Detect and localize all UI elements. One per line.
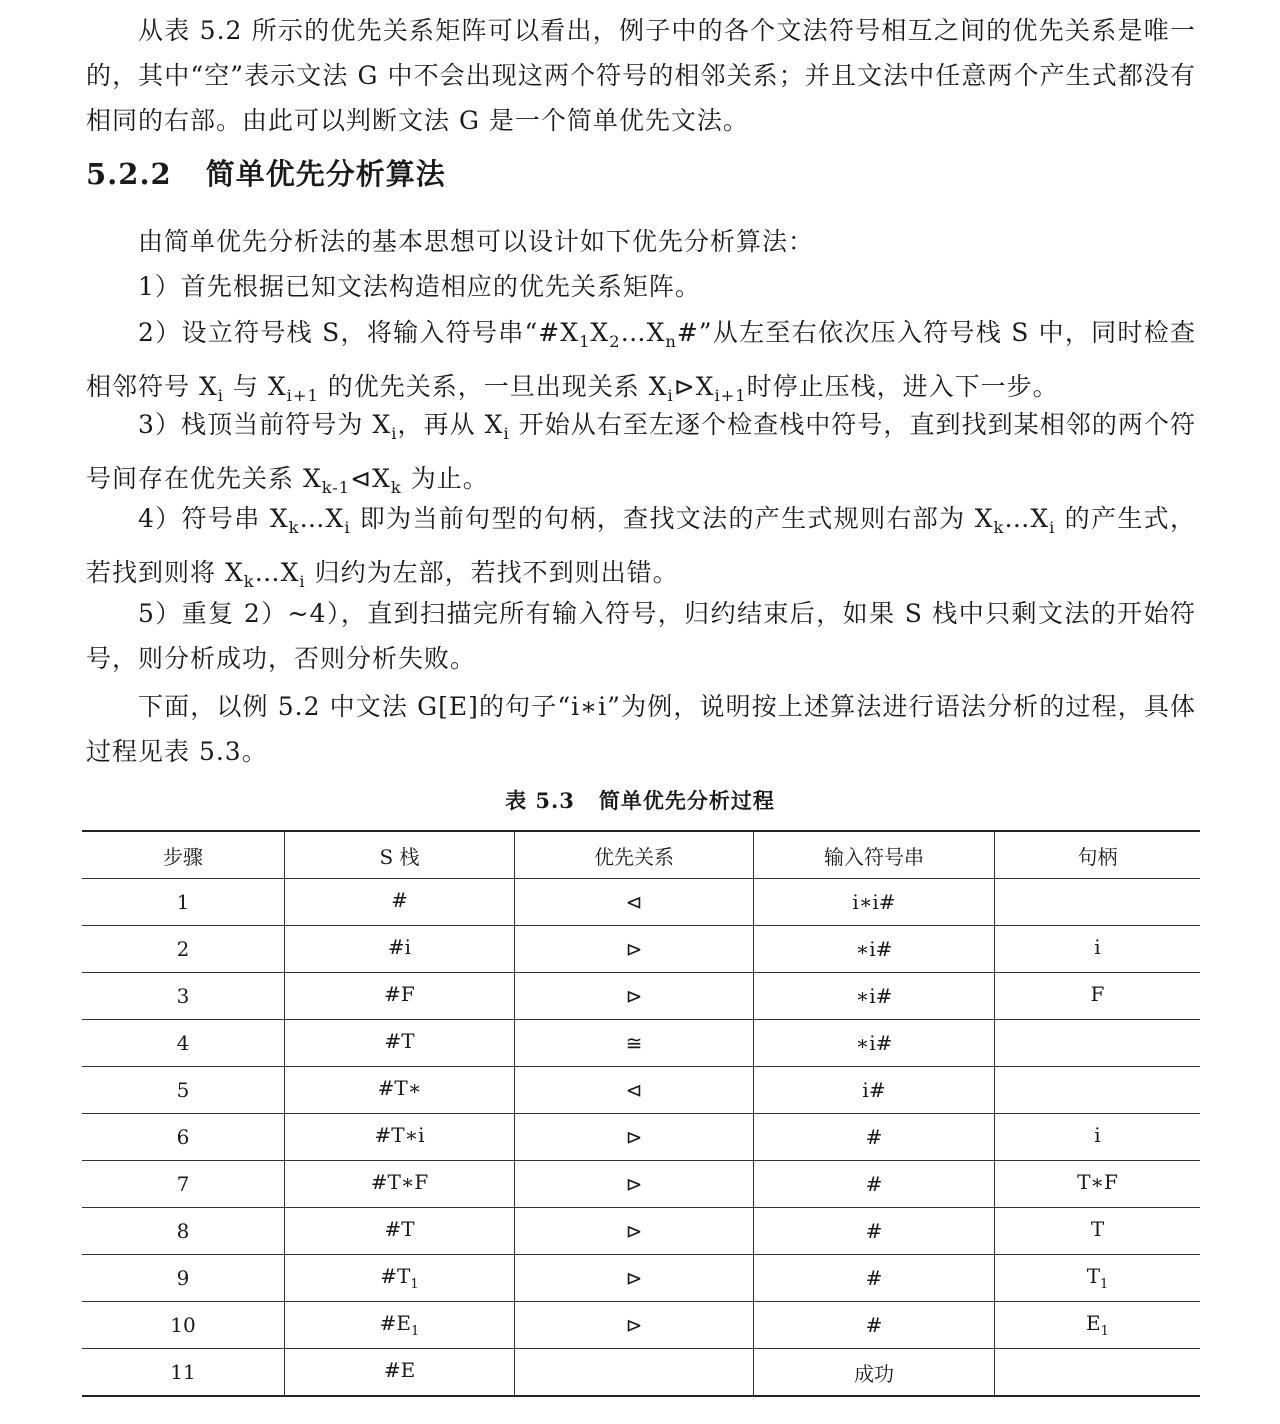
table-row: [82, 1020, 1200, 1067]
cell-step: 3: [82, 973, 285, 1020]
cell-relation: ⊳: [515, 1208, 754, 1255]
cell-input: #: [754, 1302, 995, 1349]
cell-handle: [995, 1067, 1201, 1114]
cell-handle: T: [995, 1208, 1201, 1255]
cell-relation: ⊳: [515, 1161, 754, 1208]
cell-input: #: [754, 1114, 995, 1161]
intro-line-1: 从表 5.2 所示的优先关系矩阵可以看出，例子中的各个文法符号相互之间的优先关系是: [138, 16, 1144, 45]
cell-handle: $T_1$: [995, 1255, 1201, 1302]
header-relation: 优先关系: [515, 831, 754, 879]
cell-input: ∗i#: [754, 1020, 995, 1067]
cell-relation: ⊲: [515, 1067, 754, 1114]
cell-relation: ⊲: [515, 879, 754, 926]
table-row: [82, 1208, 1200, 1255]
cell-step: 7: [82, 1161, 285, 1208]
header-input: 输入符号串: [754, 831, 995, 879]
cell-stack: #T∗: [285, 1067, 515, 1114]
cell-handle: [995, 879, 1201, 926]
cell-relation: [515, 1349, 754, 1397]
cell-step: 8: [82, 1208, 285, 1255]
table-caption-number: 表 5.3: [505, 788, 575, 813]
algorithm-step-3: 3）栈顶当前符号为 $X_i$，再从 $X_i$ 开始从右至左逐个检查栈中符号，直到找到某相邻的两个符号间存在优先关系 $X_{k-1}⊲X_k$ 为止。: [86, 410, 1197, 497]
cell-handle: i: [995, 926, 1201, 973]
cell-step: 4: [82, 1020, 285, 1067]
cell-handle: T∗F: [995, 1161, 1201, 1208]
cell-step: 6: [82, 1114, 285, 1161]
table-row: [82, 879, 1200, 926]
cell-stack: #F: [285, 973, 515, 1020]
cell-input: #: [754, 1255, 995, 1302]
cell-step: 5: [82, 1067, 285, 1114]
cell-input: i#: [754, 1067, 995, 1114]
cell-handle: $E_1$: [995, 1302, 1201, 1349]
cell-handle: [995, 1020, 1201, 1067]
cell-step: 10: [82, 1302, 285, 1349]
table-header-row: [82, 831, 1200, 879]
cell-step: 2: [82, 926, 285, 973]
cell-relation: ⊳: [515, 1302, 754, 1349]
algorithm-step-4: 4）符号串 $X_k\dots X_i$ 即为当前句型的句柄，查找文法的产生式规则右部为 $X_k\dots X_i$ 的产生式，若找到则将 $X_k\dots X_i$ 归约为左部，若找不到则出错。: [86, 504, 1196, 591]
cell-step: 11: [82, 1349, 285, 1397]
cell-stack: #: [285, 879, 515, 926]
algorithm-step-2: 2）设立符号栈 S，将输入符号串“$\#X_1X_2\dots X_n\#$”从左至右依次压入符号栈 S 中，同时检查相邻符号 $X_i$ 与 $X_{i+1}$ 的优先关系，一旦出现关系 $X_i⊳X_{i+1}$时停止压栈，进入下一步。: [86, 318, 1196, 405]
header-step: 步骤: [82, 831, 285, 879]
table-row: [82, 926, 1200, 973]
cell-handle: F: [995, 973, 1201, 1020]
cell-stack: $\#E_1$: [285, 1302, 515, 1349]
cell-input: ∗i#: [754, 926, 995, 973]
header-handle: 句柄: [995, 831, 1201, 879]
cell-handle: i: [995, 1114, 1201, 1161]
cell-handle: [995, 1349, 1201, 1397]
analysis-process-table: [82, 830, 1200, 1397]
cell-relation: ⊳: [515, 973, 754, 1020]
table-caption-title: 简单优先分析过程: [598, 788, 775, 813]
cell-input: #: [754, 1161, 995, 1208]
intro-paragraph: [86, 8, 1196, 143]
table-row: [82, 973, 1200, 1020]
algorithm-lead: 由简单优先分析法的基本思想可以设计如下优先分析算法：: [138, 227, 815, 256]
section-number: 5.2.2: [86, 157, 172, 191]
cell-stack: #T∗i: [285, 1114, 515, 1161]
algorithm-step-1: 1）首先根据已知文法构造相应的优先关系矩阵。: [138, 272, 701, 301]
section-heading: [86, 152, 446, 193]
cell-stack: #T: [285, 1020, 515, 1067]
cell-stack: #T: [285, 1208, 515, 1255]
cell-input: ∗i#: [754, 973, 995, 1020]
cell-relation: ⊳: [515, 1114, 754, 1161]
table-caption: [0, 785, 1280, 815]
cell-relation: ⊳: [515, 1255, 754, 1302]
cell-stack: #T∗F: [285, 1161, 515, 1208]
cell-input: #: [754, 1208, 995, 1255]
intro-line-3: 产生式都没有相同的右部。由此可以判断文法 G 是一个简单优先文法。: [86, 61, 1196, 135]
header-stack: S 栈: [285, 831, 515, 879]
algorithm-step-5: 5）重复 2）~4），直到扫描完所有输入符号，归约结束后，如果 S 栈中只剩文法的开始符号，则分析成功，否则分析失败。: [86, 599, 1196, 673]
cell-input: 成功: [754, 1349, 995, 1397]
cell-step: 1: [82, 879, 285, 926]
table-row: [82, 1302, 1200, 1349]
section-title: 简单优先分析算法: [205, 157, 446, 191]
table-row: [82, 1255, 1200, 1302]
cell-stack: $\#T_1$: [285, 1255, 515, 1302]
table-row: [82, 1161, 1200, 1208]
algorithm-closing: 下面，以例 5.2 中文法 G[E]的句子“i∗i”为例，说明按上述算法进行语法分析的过程，具体过程见表 5.3。: [86, 692, 1196, 766]
intro-line-2: 唯一的，其中“空”表示文法 G 中不会出现这两个符号的相邻关系；并且文法中任意两个: [86, 16, 1196, 90]
cell-stack: #E: [285, 1349, 515, 1397]
cell-input: i∗i#: [754, 879, 995, 926]
table-row: [82, 1067, 1200, 1114]
cell-stack: #i: [285, 926, 515, 973]
cell-step: 9: [82, 1255, 285, 1302]
table-row: [82, 1349, 1200, 1397]
table-row: [82, 1114, 1200, 1161]
cell-relation: ⊳: [515, 926, 754, 973]
cell-relation: ≅: [515, 1020, 754, 1067]
